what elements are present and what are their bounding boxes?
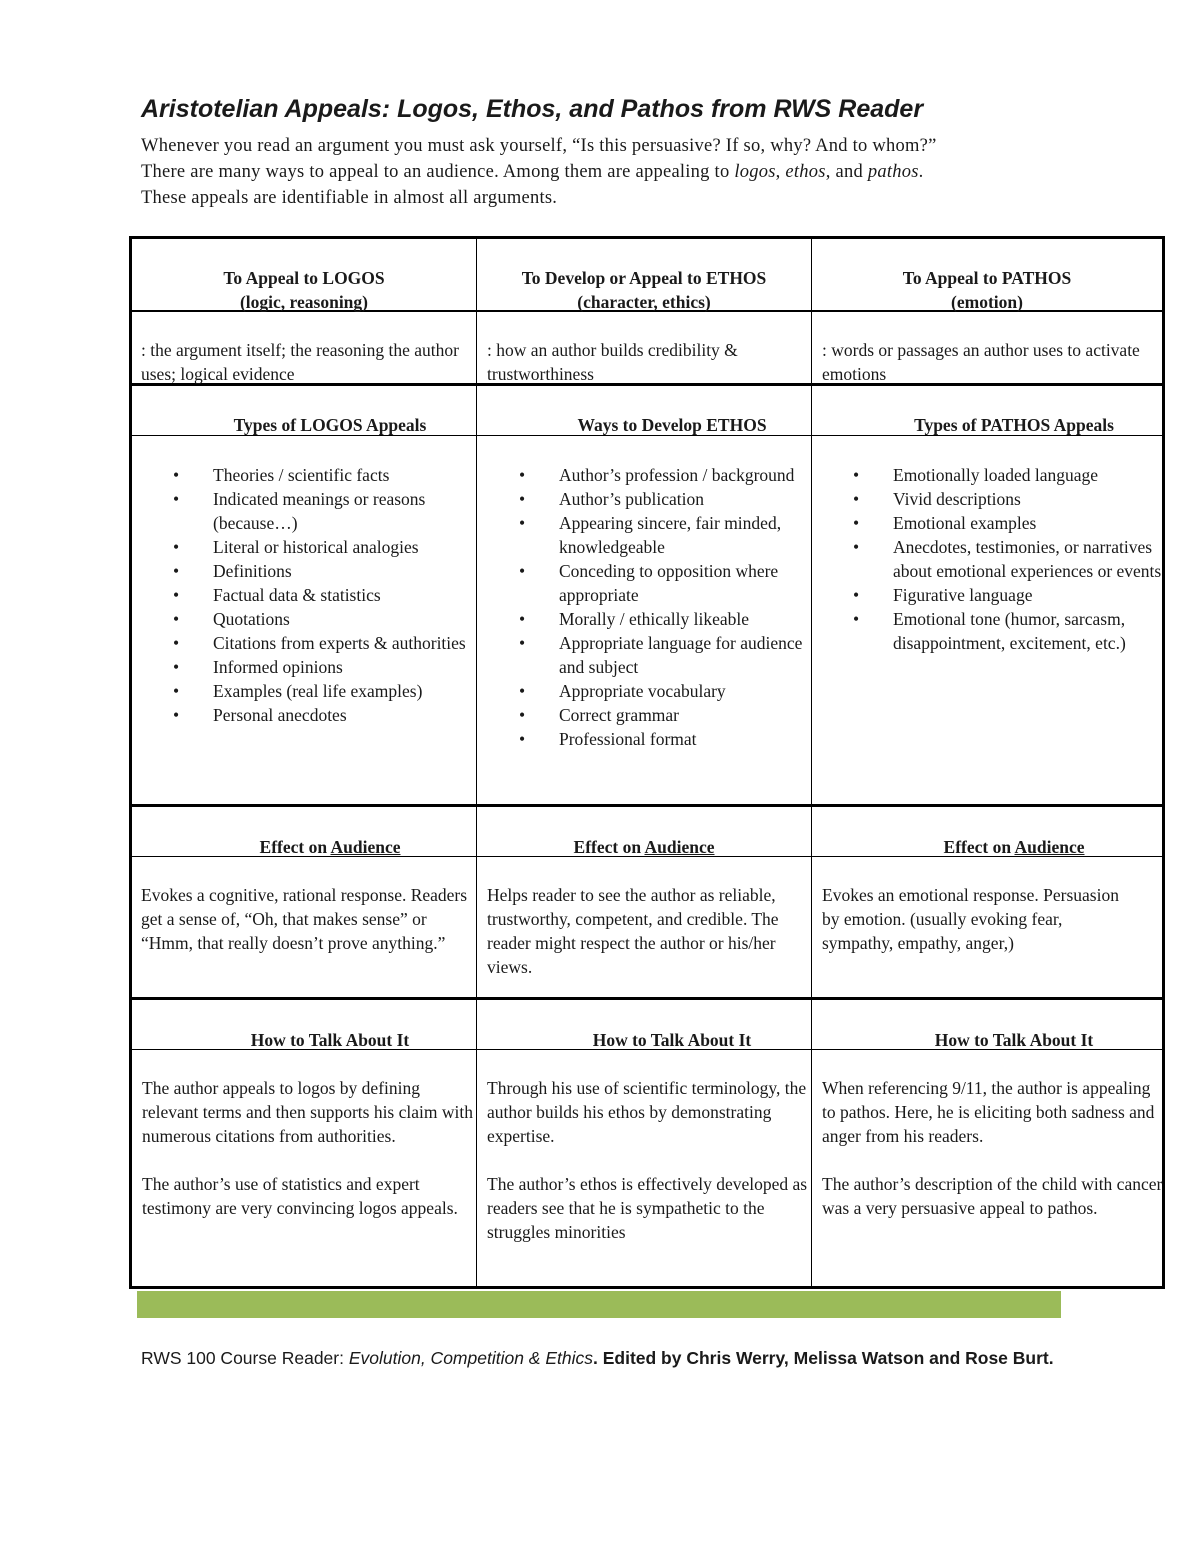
list-item: • Quotations bbox=[168, 607, 473, 631]
page-title: Aristotelian Appeals: Logos, Ethos, and Pathos from RWS Reader bbox=[141, 95, 924, 123]
list-item: • Informed opinions bbox=[168, 655, 473, 679]
intro-text: . bbox=[918, 162, 924, 182]
footer-book-title: Evolution, Competition & Ethics bbox=[348, 1348, 593, 1368]
logos-subheading: (logic, reasoning) bbox=[239, 292, 368, 312]
pathos-talk-example-2: The author’s description of the child with cancer was a very persuasive appeal to pathos. bbox=[822, 1174, 1163, 1218]
list-item: • Factual data & statistics bbox=[168, 583, 473, 607]
ethos-header bbox=[477, 266, 811, 314]
footer-reader: RWS 100 Course Reader: bbox=[141, 1348, 349, 1368]
list-item: • Appearing sincere, fair minded, knowledgeable bbox=[514, 511, 810, 559]
bullet-list bbox=[514, 463, 810, 751]
list-item: • Emotional tone (humor, sarcasm, disappointment, excitement, etc.) bbox=[848, 607, 1163, 655]
effect-heading-underlined: Audience bbox=[644, 837, 715, 857]
footer-citation bbox=[141, 1345, 1081, 1372]
list-item: • Conceding to opposition where appropriate bbox=[514, 559, 810, 607]
ethos-effect-heading bbox=[477, 835, 811, 859]
column-divider bbox=[476, 239, 477, 1286]
list-item: • Appropriate vocabulary bbox=[514, 679, 810, 703]
intro-term-ethos: ethos bbox=[785, 162, 826, 182]
ethos-heading: To Develop or Appeal to ETHOS bbox=[521, 268, 767, 288]
pathos-subheading: (emotion) bbox=[951, 292, 1023, 312]
effect-heading-text: Effect on bbox=[259, 837, 331, 857]
list-item: • Citations from experts & authorities bbox=[168, 631, 473, 655]
pathos-talk-examples bbox=[822, 1076, 1165, 1220]
pathos-types-heading: Types of PATHOS Appeals bbox=[914, 415, 1114, 435]
pathos-talk-heading: How to Talk About It bbox=[934, 1030, 1094, 1050]
pathos-header bbox=[812, 266, 1162, 314]
logos-types-list bbox=[168, 463, 473, 727]
effect-heading-underlined: Audience bbox=[330, 837, 401, 857]
intro-paragraph bbox=[141, 133, 1141, 211]
intro-line-1: Whenever you read an argument you must ask yourself, “Is this persuasive? If so, why? And to whom?” bbox=[141, 136, 937, 156]
list-item: • Theories / scientific facts bbox=[168, 463, 473, 487]
intro-line-2 bbox=[141, 159, 1141, 185]
list-item: • Morally / ethically likeable bbox=[514, 607, 810, 631]
accent-bar bbox=[137, 1291, 1061, 1318]
logos-talk-heading: How to Talk About It bbox=[250, 1030, 410, 1050]
bullet-list bbox=[848, 463, 1163, 655]
footer-editors: . Edited by Chris Werry, Melissa Watson and Rose Burt. bbox=[593, 1348, 1054, 1368]
ethos-subheading: (character, ethics) bbox=[577, 292, 711, 312]
list-item: • Professional format bbox=[514, 727, 810, 751]
ethos-talk-heading: How to Talk About It bbox=[592, 1030, 752, 1050]
logos-header bbox=[132, 266, 476, 314]
effect-heading-text: Effect on bbox=[573, 837, 645, 857]
list-item: • Author’s publication bbox=[514, 487, 810, 511]
logos-talk-example-1: The author appeals to logos by defining relevant terms and then supports his claim with numerous citations from authorities. bbox=[142, 1078, 473, 1146]
bullet-list bbox=[168, 463, 473, 727]
intro-text: There are many ways to appeal to an audience. Among them are appealing to bbox=[141, 162, 735, 182]
list-item: • Emotional examples bbox=[848, 511, 1163, 535]
intro-text: , bbox=[775, 162, 786, 182]
list-item: • Examples (real life examples) bbox=[168, 679, 473, 703]
logos-types-heading: Types of LOGOS Appeals bbox=[233, 415, 427, 435]
pathos-heading: To Appeal to PATHOS bbox=[902, 268, 1072, 288]
list-item: • Literal or historical analogies bbox=[168, 535, 473, 559]
pathos-talk-example-1: When referencing 9/11, the author is appealing to pathos. Here, he is eliciting both sadness and anger from his readers. bbox=[822, 1078, 1155, 1146]
pathos-definition: : words or passages an author uses to activate emotions bbox=[822, 340, 1140, 384]
row-divider bbox=[132, 997, 1162, 1000]
list-item: • Figurative language bbox=[848, 583, 1163, 607]
effect-heading-text: Effect on bbox=[943, 837, 1015, 857]
list-item: • Emotionally loaded language bbox=[848, 463, 1163, 487]
logos-talk-examples bbox=[142, 1076, 474, 1220]
list-item: • Vivid descriptions bbox=[848, 487, 1163, 511]
pathos-types-list bbox=[848, 463, 1163, 655]
ethos-talk-example-2: The author’s ethos is effectively developed as readers see that he is sympathetic to the struggles minorities bbox=[487, 1174, 808, 1242]
appeals-table bbox=[129, 236, 1165, 1289]
intro-text: , and bbox=[825, 162, 868, 182]
logos-definition: : the argument itself; the reasoning the author uses; logical evidence bbox=[141, 340, 459, 384]
column-divider bbox=[811, 239, 812, 1286]
ethos-effect-text: Helps reader to see the author as reliable, trustworthy, competent, and credible. The reader might respect the author or his/her views. bbox=[487, 885, 779, 977]
list-item: • Indicated meanings or reasons (because…) bbox=[168, 487, 473, 535]
row-divider bbox=[132, 804, 1162, 807]
list-item: • Definitions bbox=[168, 559, 473, 583]
ethos-talk-example-1: Through his use of scientific terminology, the author builds his ethos by demonstrating expertise. bbox=[487, 1078, 807, 1146]
list-item: • Author’s profession / background bbox=[514, 463, 810, 487]
logos-effect-heading bbox=[132, 835, 528, 859]
intro-line-3: These appeals are identifiable in almost all arguments. bbox=[141, 188, 558, 208]
effect-heading-underlined: Audience bbox=[1014, 837, 1085, 857]
ethos-ways-list bbox=[514, 463, 810, 751]
ethos-talk-examples bbox=[487, 1076, 809, 1244]
logos-effect-text: Evokes a cognitive, rational response. Readers get a sense of, “Oh, that makes sense” or “Hmm, that really doesn’t prove anything.” bbox=[141, 885, 468, 953]
list-item: • Anecdotes, testimonies, or narratives about emotional experiences or events bbox=[848, 535, 1163, 583]
list-item: • Personal anecdotes bbox=[168, 703, 473, 727]
pathos-effect-heading bbox=[812, 835, 1200, 859]
logos-heading: To Appeal to LOGOS bbox=[223, 268, 385, 288]
list-item: • Appropriate language for audience and subject bbox=[514, 631, 810, 679]
ethos-definition: : how an author builds credibility & trustworthiness bbox=[487, 340, 738, 384]
intro-term-logos: logos bbox=[734, 162, 776, 182]
ethos-types-heading: Ways to Develop ETHOS bbox=[577, 415, 767, 435]
pathos-effect-text: Evokes an emotional response. Persuasion by emotion. (usually evoking fear, sympathy, empathy, anger,) bbox=[822, 885, 1119, 953]
logos-talk-example-2: The author’s use of statistics and expert testimony are very convincing logos appeals. bbox=[142, 1174, 458, 1218]
intro-term-pathos: pathos bbox=[867, 162, 919, 182]
list-item: • Correct grammar bbox=[514, 703, 810, 727]
